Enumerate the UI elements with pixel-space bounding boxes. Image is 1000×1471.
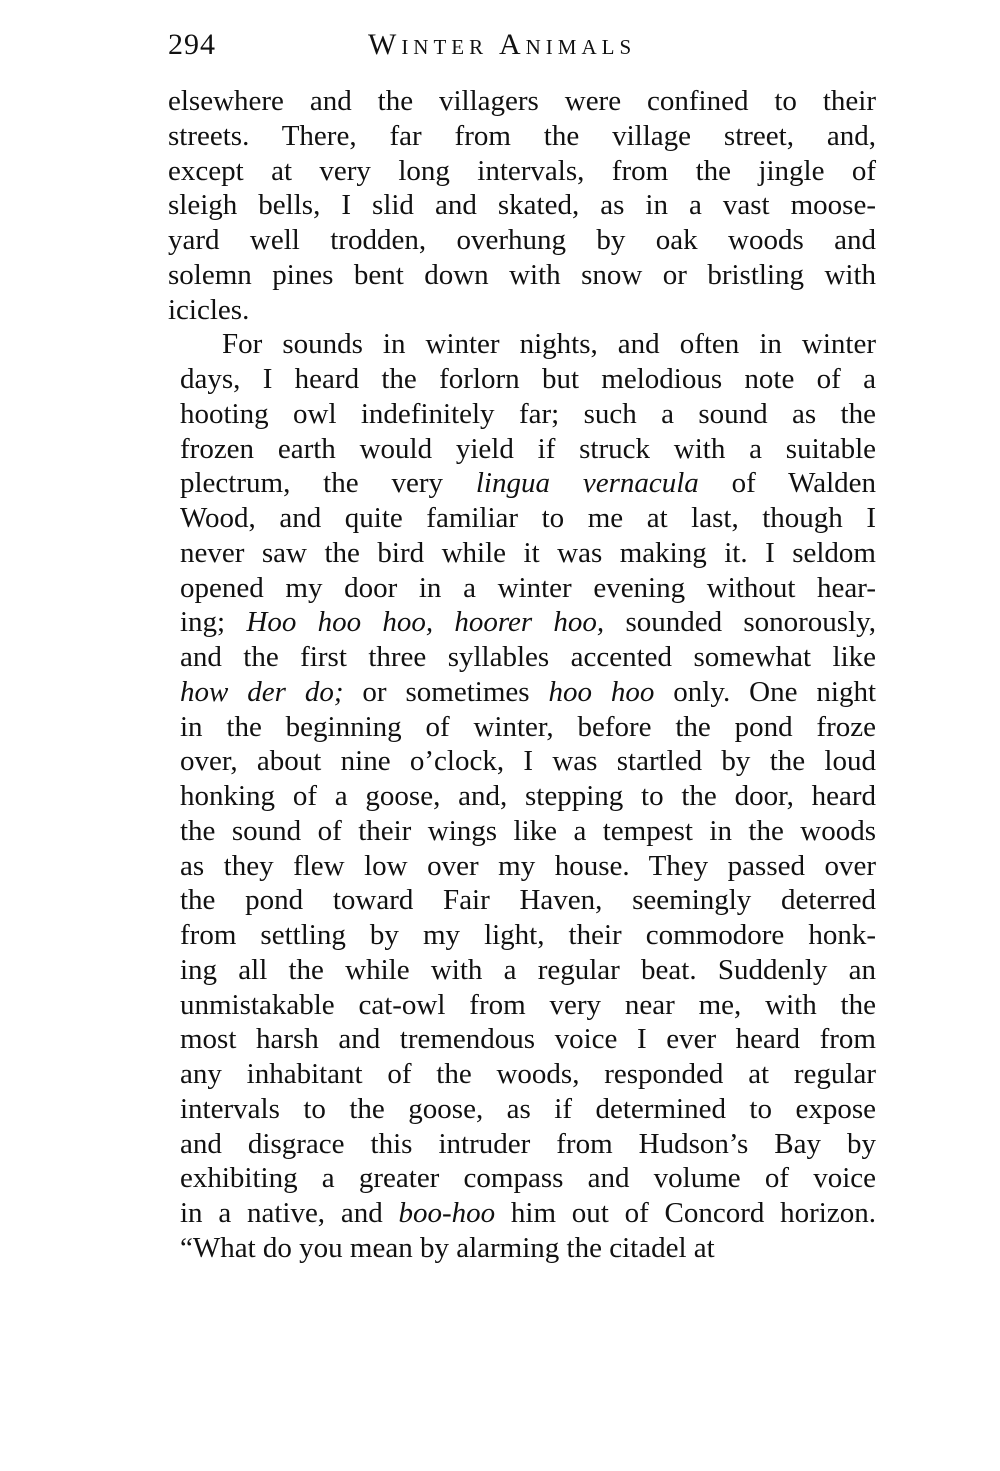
- text-line: [168, 258, 876, 293]
- text-segment: in the beginning of winter, before the pond froze: [180, 710, 876, 743]
- text-segment: or sometimes: [343, 675, 549, 708]
- text-line: [180, 1196, 876, 1231]
- text-segment: sleigh bells, I slid and skated, as in a vast moose-: [168, 189, 876, 222]
- running-title: Winter Animals: [368, 28, 637, 61]
- text-line: [180, 1022, 876, 1057]
- text-line: [168, 119, 876, 154]
- text-line: [180, 1092, 876, 1127]
- text-segment: exhibiting a greater compass and volume of voice: [180, 1162, 876, 1195]
- text-line: [180, 362, 876, 397]
- text-line: [180, 397, 876, 432]
- text-segment: opened my door in a winter evening without hear-: [180, 571, 876, 604]
- text-segment: honking of a goose, and, stepping to the door, heard: [180, 780, 876, 812]
- text-line: [180, 536, 876, 571]
- text-line: [180, 779, 876, 814]
- text-segment: elsewhere and the villagers were confined to their: [168, 85, 876, 117]
- text-segment: and disgrace this intruder from Hudson’s Bay by: [180, 1127, 876, 1160]
- text-line: [180, 849, 876, 884]
- text-segment: ing;: [180, 606, 247, 639]
- paragraph: [168, 84, 876, 327]
- italic-text: boo-hoo: [398, 1197, 496, 1229]
- text-segment: as they flew low over my house. They passed over: [180, 849, 876, 882]
- text-segment: over, about nine o’clock, I was startled by the loud: [180, 745, 876, 778]
- text-line: [180, 640, 876, 675]
- text-line: [180, 605, 876, 640]
- text-segment: plectrum, the very: [180, 467, 476, 500]
- text-line: [180, 1127, 876, 1162]
- text-line: [180, 327, 876, 362]
- italic-text: how der do;: [180, 675, 344, 708]
- text-segment: sounded sonorously,: [604, 606, 876, 639]
- text-segment: the pond toward Fair Haven, seemingly deterred: [180, 884, 876, 917]
- text-line: [180, 501, 876, 536]
- text-segment: solemn pines bent down with snow or bristling with: [168, 258, 876, 291]
- text-segment: hooting owl indefinitely far; such a sound as the: [180, 397, 876, 430]
- text-segment: most harsh and tremendous voice I ever heard from: [180, 1023, 876, 1056]
- text-line: [180, 883, 876, 918]
- text-segment: intervals to the goose, as if determined to expose: [180, 1092, 876, 1125]
- text-line: [180, 1057, 876, 1092]
- text-segment: frozen earth would yield if struck with a suitable: [180, 432, 876, 465]
- text-line: [180, 571, 876, 606]
- text-segment: only. One night: [654, 675, 876, 708]
- text-segment: except at very long intervals, from the jingle of: [168, 154, 876, 187]
- text-line: [168, 84, 876, 119]
- page-number: 294: [168, 28, 216, 61]
- text-segment: the sound of their wings like a tempest in the woods: [180, 814, 876, 847]
- text-line: [180, 814, 876, 849]
- text-segment: in a native, and: [180, 1197, 399, 1229]
- running-head: [168, 28, 888, 68]
- text-line: [168, 188, 876, 223]
- italic-text: Hoo hoo hoo, hoorer hoo,: [246, 606, 605, 639]
- text-segment: days, I heard the forlorn but melodious note of a: [180, 363, 876, 395]
- text-segment: ing all the while with a regular beat. Suddenly an: [180, 953, 876, 986]
- paragraph: [168, 327, 876, 1265]
- text-segment: unmistakable cat-owl from very near me, with the: [180, 988, 876, 1021]
- text-line: [180, 466, 876, 501]
- text-line: [168, 293, 876, 328]
- text-line: [180, 710, 876, 745]
- text-line: [180, 1231, 876, 1266]
- text-line: [180, 918, 876, 953]
- text-segment: him out of Concord horizon.: [495, 1197, 876, 1229]
- text-segment: never saw the bird while it was making it. I seldom: [180, 536, 876, 569]
- text-segment: yard well trodden, overhung by oak woods and: [168, 224, 876, 256]
- text-line: [168, 223, 876, 258]
- text-segment: any inhabitant of the woods, responded at regular: [180, 1058, 876, 1090]
- text-line: [180, 744, 876, 779]
- italic-text: lingua vernacula: [475, 467, 699, 500]
- text-segment: icicles.: [168, 293, 250, 326]
- text-line: [180, 953, 876, 988]
- text-segment: “What do you mean by alarming the citadel at: [180, 1231, 715, 1264]
- text-segment: Wood, and quite familiar to me at last, though I: [180, 502, 876, 534]
- text-segment: streets. There, far from the village street, and,: [168, 119, 876, 152]
- italic-text: hoo hoo: [548, 675, 655, 708]
- text-line: [180, 675, 876, 710]
- text-line: [180, 432, 876, 467]
- text-line: [180, 1161, 876, 1196]
- text-segment: from settling by my light, their commodore honk-: [180, 919, 876, 951]
- text-line: [168, 154, 876, 189]
- text-line: [180, 988, 876, 1023]
- body-text: [168, 84, 876, 1266]
- text-segment: For sounds in winter nights, and often in winter: [222, 328, 876, 361]
- text-segment: and the first three syllables accented somewhat like: [180, 641, 876, 673]
- text-segment: of Walden: [698, 467, 876, 500]
